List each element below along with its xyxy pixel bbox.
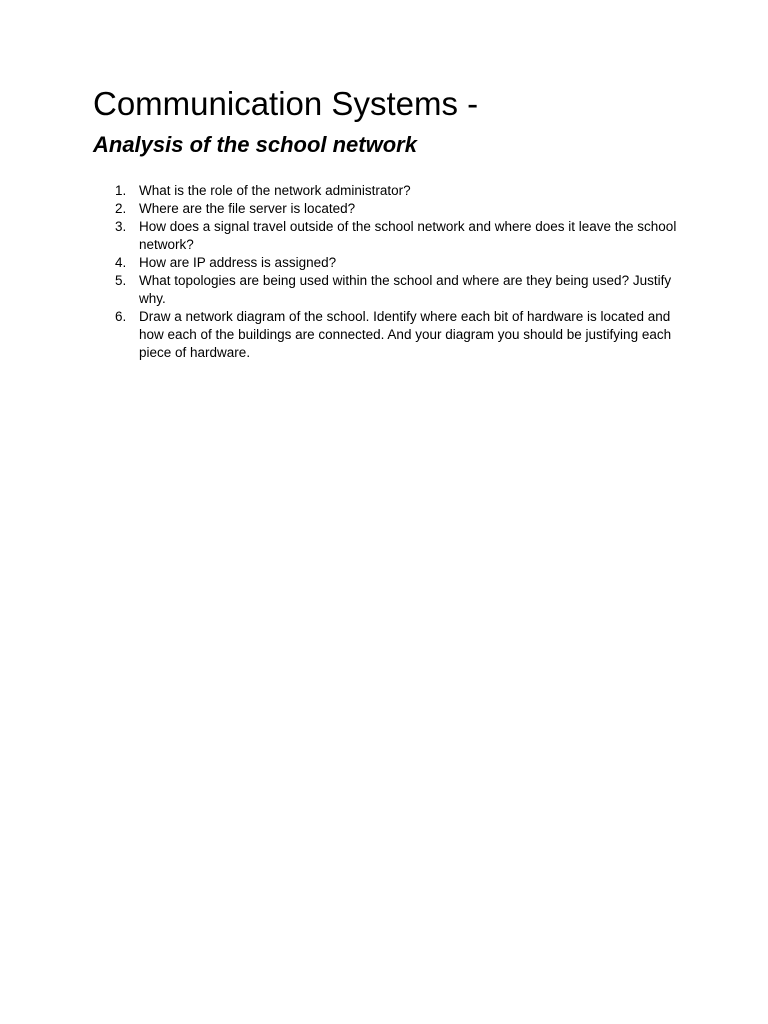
question-number: 4. <box>115 255 127 270</box>
question-item-1 <box>110 182 690 200</box>
question-item-6 <box>110 308 690 362</box>
question-number: 2. <box>115 201 127 216</box>
question-number: 1. <box>115 183 127 198</box>
question-text: What is the role of the network administrator? <box>139 183 411 198</box>
question-item-4 <box>110 254 690 272</box>
question-text: Draw a network diagram of the school. Identify where each bit of hardware is located and how each of the buildings are connected. And your diagram you should be justifying each piece of hardware. <box>139 309 672 360</box>
question-number: 3. <box>115 219 127 234</box>
question-item-3 <box>110 218 690 254</box>
document-title: Communication Systems - <box>93 85 479 122</box>
question-number: 6. <box>115 309 127 324</box>
question-text: Where are the file server is located? <box>139 201 356 216</box>
question-number: 5. <box>115 273 127 288</box>
question-text: What topologies are being used within the school and where are they being used? Justify why. <box>139 273 672 306</box>
document-subtitle: Analysis of the school network <box>93 132 417 157</box>
question-text: How does a signal travel outside of the school network and where does it leave the school network? <box>139 219 677 252</box>
question-text: How are IP address is assigned? <box>139 255 337 270</box>
question-item-2 <box>110 200 690 218</box>
question-item-5 <box>110 272 690 308</box>
question-list <box>110 182 690 362</box>
